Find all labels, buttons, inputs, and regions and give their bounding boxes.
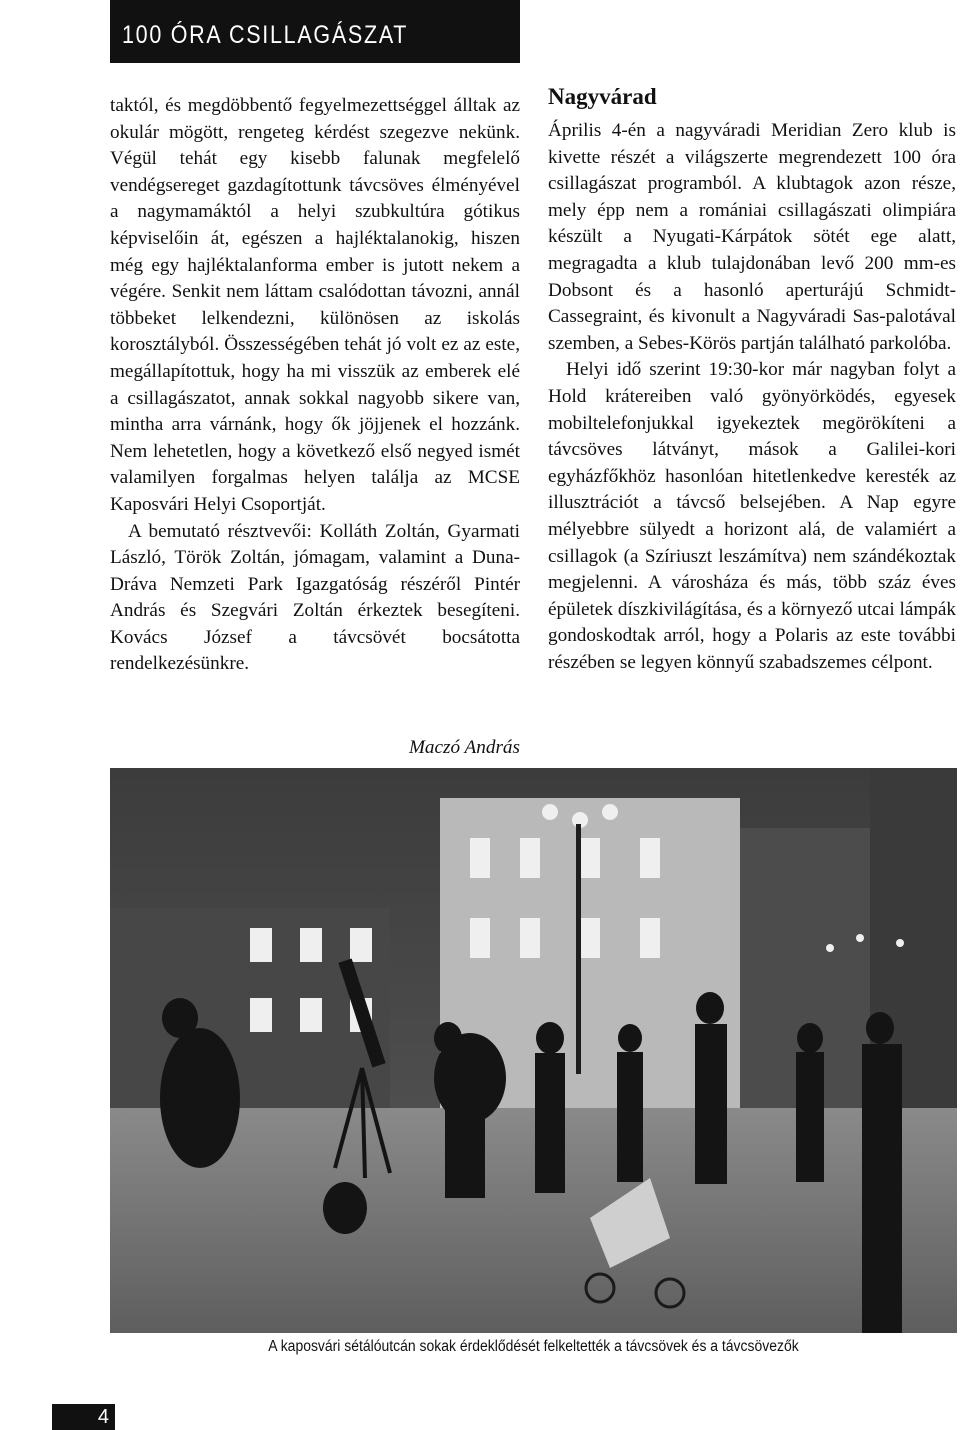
street-photo-illustration: [110, 768, 957, 1333]
author-signature: Maczó András: [408, 737, 520, 758]
right-paragraph-1: Április 4-én a nagyváradi Meridian Zero klub is kivette részét a világszerte megrendezett 100 óra csillagászat programból. A klubtagok azon része, mely épp nem a romániai csillagászati olimpiára készült a Nyugati-Kárpátok sötét ege alatt, megragadta a klub tulajdonában levő 200 mm-es Dobsont és a hasonló aperturájú Schmidt-Cassegraint, és kivonult a Nagyváradi Sas-palotával szemben, a Sebes-Körös partján található parkolóba.: [548, 120, 956, 354]
header-bar: [110, 0, 520, 63]
right-column: [548, 118, 956, 676]
photo-caption: A kaposvári sétálóutcán sokak érdeklődését felkeltették a távcsövek és a távcsövezők: [268, 1338, 799, 1355]
right-paragraph-2: Helyi idő szerint 19:30-kor már nagyban folyt a Hold krátereiben való gyönyörködés, egyesek mobiltelefonjukkal igyekeztek megörökíteni a távcsöves látványt, mások a Galilei-kori egyházfőkhöz hasonlóan hitetlenkedve keresték az illusztrációt a távcső belsejében. A Nap egyre mélyebbre sülyedt a horizont alá, de valamiért a csillagok (a Szíriuszt leszámítva) nem szándékoztak megjelenni. A városháza és más, több száz éves épületek díszkivilágítása, és a környező utcai lámpák gondoskodtak arról, hogy a Polaris az este további részében se legyen könnyű szabadszemes célpont.: [548, 359, 956, 673]
left-column: [110, 93, 520, 678]
left-paragraph-2: A bemutató résztvevői: Kolláth Zoltán, Gyarmati László, Török Zoltán, jómagam, valamint a Duna-Dráva Nemzeti Park Igazgatóság részéről Pintér András és Szegvári Zoltán érkeztek besegíteni. Kovács József a távcsövét bocsátotta rendelkezésünkre.: [110, 520, 520, 675]
street-photo: [110, 768, 957, 1333]
page-number-box: [52, 1404, 115, 1430]
running-header-title: 100 ÓRA CSILLAGÁSZAT: [122, 21, 409, 49]
left-paragraph-1: taktól, és megdöbbentő fegyelmezettséggel álltak az okulár mögött, rengeteg kérdést szegezve nekünk. Végül tehát egy kisebb falunak megfelelő vendégsereget gazdagítottunk távcsöves élményével a nagymamáktól a helyi szubkultúra gótikus képviselőin át, egészen a hajléktalanokig, hiszen még egy hajléktalanforma ember is jutott nekem a végére. Senkit nem láttam csalódottan távozni, annál többeket lelkendezni, különösen az iskolás korosztályból. Összességében tehát jó volt ez az este, megállapítottuk, hogy ha mi visszük az emberek elé a csillagászatot, annak sokkal nagyobb sikere van, mintha arra várnánk, hogy ők jöjjenek el hozzánk. Nem lehetetlen, hogy a következő első negyed ismét valamilyen forgalmas helyen találja az MCSE Kaposvári Helyi Csoportját.: [110, 95, 520, 515]
page-number: 4: [97, 1406, 109, 1428]
section-heading: Nagyvárad: [548, 84, 657, 109]
